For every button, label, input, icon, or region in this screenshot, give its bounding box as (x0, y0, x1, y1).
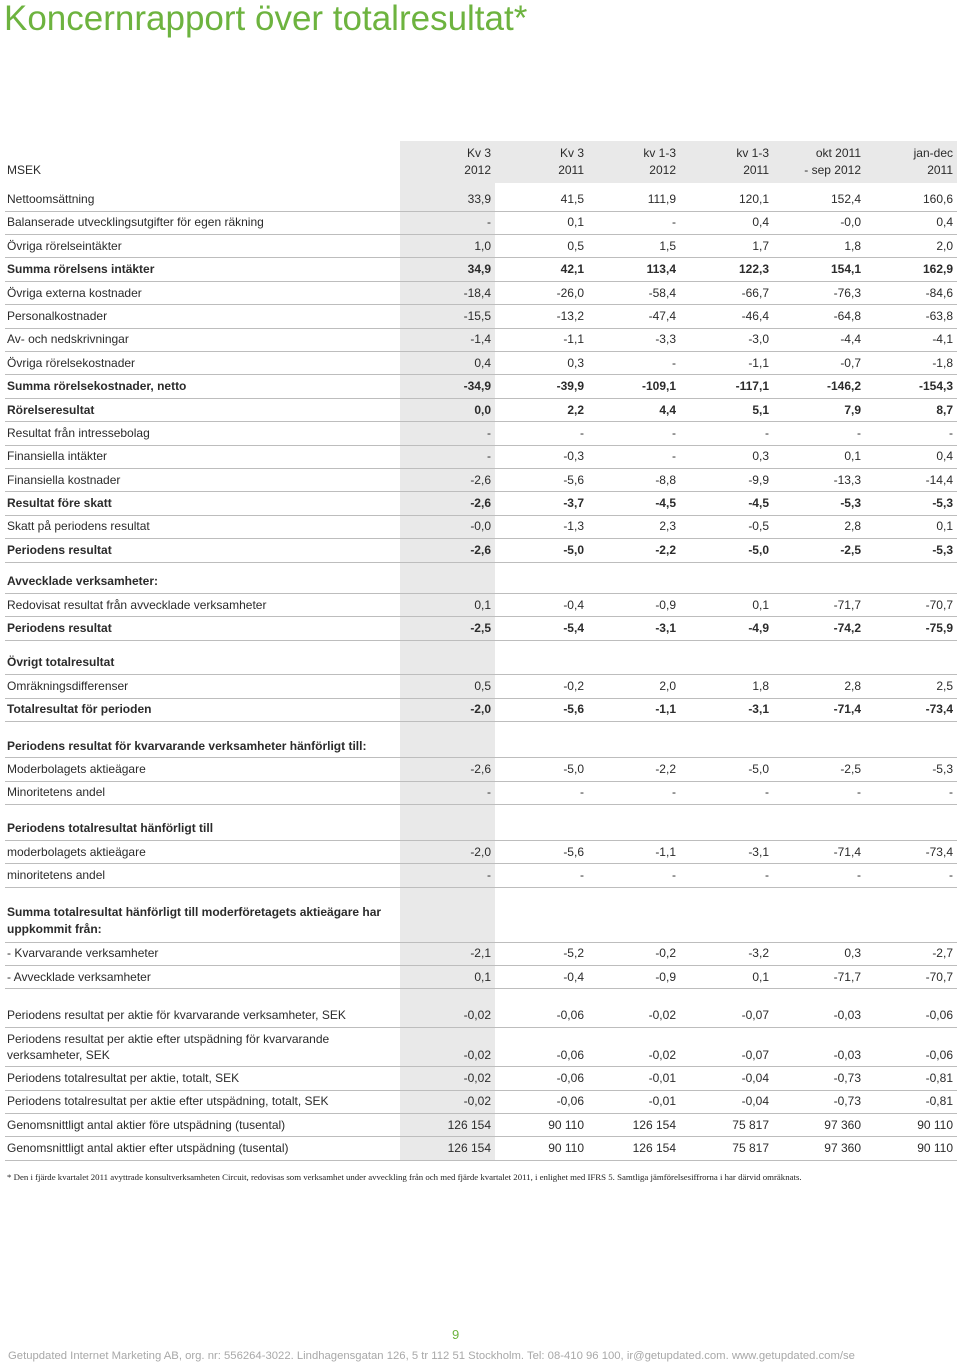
column-header-line: 2011 (927, 163, 953, 177)
row-value: - (580, 425, 584, 440)
row-value: 33,9 (467, 191, 491, 206)
row-value: 1,5 (659, 238, 676, 253)
row-value: - (949, 868, 953, 883)
section-heading-row (5, 818, 957, 841)
row-value: -8,8 (655, 472, 676, 487)
row-value: 0,1 (936, 519, 953, 534)
row-value: -2,6 (470, 496, 491, 511)
row-value: -5,3 (840, 496, 861, 511)
row-value: -0,9 (655, 597, 676, 612)
row-label: Resultat före skatt (7, 496, 112, 511)
row-value: 0,3 (567, 355, 584, 370)
income-statement-table (5, 141, 957, 1161)
row-value: -146,2 (826, 379, 861, 394)
row-value: 0,1 (474, 597, 491, 612)
row-value: - (487, 785, 491, 800)
row-value: 1,8 (752, 678, 769, 693)
page-title: Koncernrapport över totalresultat* (4, 0, 528, 38)
row-value: 75 817 (732, 1117, 769, 1132)
row-value: - (672, 215, 676, 230)
table-header-row (5, 141, 957, 188)
table-row (5, 446, 957, 469)
row-value: - (580, 785, 584, 800)
row-value: -0,73 (833, 1094, 861, 1109)
row-label: Av- och nedskrivningar (7, 332, 129, 347)
row-value: -3,2 (748, 946, 769, 961)
column-header (588, 141, 680, 183)
row-value: -66,7 (741, 285, 769, 300)
row-value: - (765, 868, 769, 883)
row-label: Periodens resultat per aktie för kvarvarande verksamheter, SEK (7, 1008, 346, 1022)
row-value: -4,5 (655, 496, 676, 511)
row-label: Övriga rörelseintäkter (7, 238, 122, 253)
row-value: - (672, 868, 676, 883)
row-value: 8,7 (936, 402, 953, 417)
row-value: -64,8 (833, 308, 861, 323)
row-value: 122,3 (738, 262, 769, 277)
row-value: 2,5 (936, 678, 953, 693)
row-value: 0,3 (752, 449, 769, 464)
column-header (400, 141, 495, 183)
table-row (5, 758, 957, 781)
row-label: Summa rörelsekostnader, netto (7, 379, 187, 394)
row-value: 2,0 (936, 238, 953, 253)
row-label: Övriga rörelsekostnader (7, 355, 136, 370)
row-label: Övriga externa kostnader (7, 285, 142, 300)
row-value: -71,4 (833, 844, 861, 859)
row-label: Rörelseresultat (7, 402, 95, 417)
row-value: - (949, 425, 953, 440)
row-value: 0,1 (752, 597, 769, 612)
table-row (5, 469, 957, 492)
table-row (5, 1091, 957, 1114)
row-value: 1,0 (474, 238, 491, 253)
row-value: 0,0 (474, 402, 491, 417)
row-value: -0,01 (648, 1070, 676, 1085)
table-row (5, 258, 957, 281)
row-value: -3,1 (655, 621, 676, 636)
row-label: Periodens resultat (7, 542, 112, 557)
row-value: 0,4 (936, 215, 953, 230)
row-value: 126 154 (447, 1117, 491, 1132)
table-row (5, 966, 957, 989)
row-label: moderbolagets aktieägare (7, 844, 146, 859)
row-label: Periodens resultat per aktie efter utspädning för kvarvarande verksamheter, SEK (7, 1031, 330, 1062)
row-value: 7,9 (844, 402, 861, 417)
row-value: -39,9 (556, 379, 584, 394)
row-value: -1,8 (932, 355, 953, 370)
row-value: 126 154 (632, 1141, 676, 1156)
table-row (5, 841, 957, 864)
row-value: -0,06 (925, 1008, 953, 1022)
row-label: Resultat från intressebolag (7, 425, 150, 440)
row-value: -0,2 (655, 946, 676, 961)
row-value: 41,5 (560, 191, 584, 206)
column-header-line: Kv 3 (559, 146, 584, 160)
table-row (5, 399, 957, 422)
row-value: -73,4 (925, 702, 953, 717)
section-heading-row (5, 900, 957, 943)
row-value: -5,0 (563, 761, 584, 776)
row-label: - Avvecklade verksamheter (7, 969, 151, 984)
unit-label (5, 141, 400, 183)
section-heading-row (5, 571, 957, 594)
row-value: -0,01 (648, 1094, 676, 1109)
column-header-line: okt 2011 (815, 146, 861, 160)
column-header-line: 2011 (558, 163, 584, 177)
row-value: -2,7 (932, 946, 953, 961)
table-row (5, 212, 957, 235)
row-value: -0,03 (833, 1047, 861, 1062)
section-heading-row (5, 652, 957, 675)
row-value: -1,1 (655, 844, 676, 859)
row-value: - (672, 785, 676, 800)
row-value: -0,0 (840, 215, 861, 230)
row-value: 1,8 (844, 238, 861, 253)
row-value: -3,0 (748, 332, 769, 347)
row-value: -0,06 (556, 1094, 584, 1109)
row-value: -0,02 (463, 1047, 491, 1062)
row-value: -1,1 (563, 332, 584, 347)
row-value: -2,5 (470, 621, 491, 636)
row-value: -1,3 (563, 519, 584, 534)
row-value: -9,9 (748, 472, 769, 487)
row-value: -0,02 (463, 1094, 491, 1109)
unit-label-text: MSEK (7, 163, 42, 177)
column-header (680, 141, 773, 183)
row-value: -3,3 (655, 332, 676, 347)
row-label: Genomsnittligt antal aktier efter utspädning (tusental) (7, 1141, 289, 1156)
row-label: Omräkningsdifferenser (7, 678, 129, 693)
row-label: Moderbolagets aktieägare (7, 761, 146, 776)
row-value: 0,1 (474, 969, 491, 984)
row-value: -2,5 (840, 761, 861, 776)
table-body (5, 188, 957, 1161)
table-row (5, 492, 957, 515)
row-value: - (857, 785, 861, 800)
row-value: 0,4 (752, 215, 769, 230)
column-header (495, 141, 588, 183)
row-value: -0,81 (925, 1070, 953, 1085)
row-value: -0,07 (741, 1008, 769, 1022)
row-value: 90 110 (548, 1141, 584, 1156)
section-heading-label: Avvecklade verksamheter: (7, 574, 158, 589)
column-header-line: kv 1-3 (736, 146, 769, 160)
row-value: 97 360 (824, 1117, 861, 1132)
row-value: -75,9 (925, 621, 953, 636)
section-heading-label: Periodens totalresultat hänförligt till (7, 821, 214, 836)
row-value: 162,9 (922, 262, 953, 277)
column-header-line: 2012 (464, 163, 491, 177)
row-value: - (487, 215, 491, 230)
table-row (5, 699, 957, 722)
row-value: -4,9 (748, 621, 769, 636)
table-row (5, 188, 957, 211)
row-value: -154,3 (918, 379, 953, 394)
row-value: - (672, 449, 676, 464)
row-value: - (765, 785, 769, 800)
table-row (5, 422, 957, 445)
row-value: -2,6 (470, 472, 491, 487)
column-header (865, 141, 957, 183)
row-value: -2,2 (655, 542, 676, 557)
page-number: 9 (452, 1327, 460, 1342)
row-value: -117,1 (735, 379, 769, 394)
row-label: Periodens totalresultat per aktie, totalt, SEK (7, 1070, 240, 1085)
row-value: -0,4 (563, 597, 584, 612)
table-row (5, 539, 957, 562)
row-value: - (857, 868, 861, 883)
row-label: Nettoomsättning (7, 191, 95, 206)
row-label: - Kvarvarande verksamheter (7, 946, 159, 961)
row-value: 2,8 (844, 519, 861, 534)
table-row (5, 1004, 957, 1027)
column-header-line: - sep 2012 (804, 163, 861, 177)
row-value: 113,4 (646, 262, 676, 277)
row-value: -0,73 (833, 1070, 861, 1085)
row-value: - (765, 425, 769, 440)
row-value: -0,2 (563, 678, 584, 693)
row-value: 5,1 (752, 402, 769, 417)
table-row (5, 329, 957, 352)
row-value: -5,3 (932, 761, 953, 776)
row-value: -3,7 (563, 496, 584, 511)
row-value: -0,04 (741, 1070, 769, 1085)
row-label: Finansiella kostnader (7, 472, 121, 487)
row-value: -2,2 (655, 761, 676, 776)
row-value: 126 154 (447, 1141, 491, 1156)
row-value: -34,9 (463, 379, 491, 394)
row-value: -13,2 (556, 308, 584, 323)
row-value: - (487, 868, 491, 883)
row-value: -15,5 (463, 308, 491, 323)
table-row (5, 594, 957, 617)
row-value: -2,0 (470, 702, 491, 717)
row-value: -71,7 (833, 969, 861, 984)
row-value: 0,4 (936, 449, 953, 464)
row-label: Totalresultat för perioden (7, 702, 152, 717)
row-value: -73,4 (925, 844, 953, 859)
row-value: -5,6 (563, 844, 584, 859)
row-value: -0,06 (925, 1047, 953, 1062)
row-label: Redovisat resultat från avvecklade verksamheter (7, 597, 267, 612)
row-value: -5,6 (563, 702, 584, 717)
row-value: - (949, 785, 953, 800)
row-value: 75 817 (732, 1141, 769, 1156)
table-row (5, 352, 957, 375)
table-row (5, 516, 957, 539)
row-value: -0,06 (556, 1070, 584, 1085)
row-value: 34,9 (467, 262, 491, 277)
row-value: -3,1 (748, 844, 769, 859)
row-value: -0,02 (648, 1008, 676, 1022)
row-value: 2,2 (567, 402, 584, 417)
row-value: - (487, 449, 491, 464)
row-value: -2,6 (470, 542, 491, 557)
row-value: -74,2 (833, 621, 861, 636)
section-heading-label: Övrigt totalresultat (7, 655, 115, 670)
footnote: * Den i fjärde kvartalet 2011 avyttrade konsultverksamheten Circuit, redovisas som verksamhet under avveckling från och med fjärde kvartalet 2011, i enlighet med IFRS 5. Samtliga jämförelsesiffrorna i har därvid omräknats. (7, 1172, 802, 1182)
row-value: -70,7 (925, 969, 953, 984)
column-header-line: kv 1-3 (643, 146, 676, 160)
row-label: Skatt på periodens resultat (7, 519, 150, 534)
row-value: 0,4 (474, 355, 491, 370)
row-value: -3,1 (748, 702, 769, 717)
row-value: -84,6 (925, 285, 953, 300)
row-value: -0,9 (655, 969, 676, 984)
row-value: -0,02 (463, 1008, 491, 1022)
row-value: -13,3 (833, 472, 861, 487)
row-value: -70,7 (925, 597, 953, 612)
row-value: -71,7 (833, 597, 861, 612)
row-value: -1,4 (470, 332, 491, 347)
section-heading-label: Summa totalresultat hänförligt till moderföretagets aktieägare har uppkommit från: (7, 904, 382, 936)
row-value: 0,1 (752, 969, 769, 984)
row-value: - (580, 868, 584, 883)
row-value: -0,04 (741, 1094, 769, 1109)
row-value: -5,6 (563, 472, 584, 487)
row-value: 2,0 (659, 678, 676, 693)
row-value: 0,1 (844, 449, 861, 464)
row-value: 4,4 (659, 402, 676, 417)
row-value: -0,02 (648, 1047, 676, 1062)
row-value: -2,1 (470, 946, 491, 961)
table-row (5, 305, 957, 328)
row-value: -76,3 (833, 285, 861, 300)
table-row (5, 782, 957, 805)
row-value: -5,4 (563, 621, 584, 636)
row-value: -5,0 (748, 542, 769, 557)
row-label: Periodens resultat (7, 621, 112, 636)
row-label: Finansiella intäkter (7, 449, 108, 464)
row-label: Balanserade utvecklingsutgifter för egen räkning (7, 215, 264, 230)
row-value: -1,1 (748, 355, 769, 370)
row-label: Genomsnittligt antal aktier före utspädning (tusental) (7, 1117, 286, 1132)
row-value: 0,5 (567, 238, 584, 253)
row-value: -1,1 (655, 702, 676, 717)
row-value: -5,0 (748, 761, 769, 776)
row-value: -0,7 (840, 355, 861, 370)
row-value: -46,4 (741, 308, 769, 323)
table-row (5, 617, 957, 640)
row-value: -71,4 (833, 702, 861, 717)
row-value: -0,06 (556, 1047, 584, 1062)
row-value: - (672, 425, 676, 440)
row-value: 2,8 (844, 678, 861, 693)
row-value: 42,1 (560, 262, 584, 277)
column-header (773, 141, 865, 183)
column-header-line: jan-dec (913, 146, 953, 160)
row-value: 160,6 (922, 191, 953, 206)
row-value: -26,0 (556, 285, 584, 300)
table-row (5, 864, 957, 887)
row-value: -58,4 (648, 285, 676, 300)
row-value: 154,1 (830, 262, 861, 277)
row-value: -4,1 (932, 332, 953, 347)
table-row (5, 1067, 957, 1090)
row-value: 2,3 (659, 519, 676, 534)
row-label: minoritetens andel (7, 868, 106, 883)
row-value: -0,81 (925, 1094, 953, 1109)
row-value: -2,0 (470, 844, 491, 859)
row-value: -4,5 (748, 496, 769, 511)
row-value: -5,3 (932, 496, 953, 511)
table-row (5, 943, 957, 966)
row-value: -0,0 (470, 519, 491, 534)
row-value: -0,06 (556, 1008, 584, 1022)
table-row (5, 675, 957, 698)
row-value: -0,4 (563, 969, 584, 984)
row-label: Minoritetens andel (7, 785, 106, 800)
row-value: -5,0 (563, 542, 584, 557)
row-value: - (857, 425, 861, 440)
row-value: 0,3 (844, 946, 861, 961)
table-row (5, 1137, 957, 1160)
row-label: Personalkostnader (7, 308, 108, 323)
column-header-line: 2012 (649, 163, 676, 177)
table-row (5, 1028, 957, 1068)
row-value: - (672, 355, 676, 370)
row-value: 1,7 (752, 238, 769, 253)
row-value: -5,3 (932, 542, 953, 557)
page-footer: Getupdated Internet Marketing AB, org. nr: 556264-3022. Lindhagensgatan 126, 5 tr 112 51 Stockholm. Tel: 08-410 96 100, ir@getupdated.com. www.getupdated.com/se (8, 1350, 855, 1362)
row-value: -4,4 (840, 332, 861, 347)
section-heading-label: Periodens resultat för kvarvarande verksamheter hänförligt till: (7, 738, 367, 753)
row-value: -5,2 (563, 946, 584, 961)
row-label: Periodens totalresultat per aktie efter utspädning, totalt, SEK (7, 1094, 329, 1109)
row-value: -63,8 (925, 308, 953, 323)
row-value: -2,6 (470, 761, 491, 776)
row-value: 0,1 (567, 215, 584, 230)
table-row (5, 375, 957, 398)
row-value: 0,5 (474, 678, 491, 693)
table-row (5, 235, 957, 258)
row-value: -0,5 (748, 519, 769, 534)
table-row (5, 282, 957, 305)
row-value: -0,03 (833, 1008, 861, 1022)
row-value: -109,1 (641, 379, 676, 394)
column-header-line: 2011 (743, 163, 769, 177)
row-value: - (487, 425, 491, 440)
row-value: -18,4 (463, 285, 491, 300)
section-heading-row (5, 735, 957, 758)
column-header-line: Kv 3 (466, 146, 491, 160)
row-value: -0,02 (463, 1070, 491, 1085)
row-value: -2,5 (840, 542, 861, 557)
row-value: -47,4 (648, 308, 676, 323)
row-value: 126 154 (632, 1117, 676, 1132)
row-label: Summa rörelsens intäkter (7, 262, 155, 277)
row-value: -14,4 (925, 472, 953, 487)
table-row (5, 1114, 957, 1137)
row-value: 120,1 (738, 191, 769, 206)
row-value: 90 110 (548, 1117, 584, 1132)
row-value: 152,4 (830, 191, 861, 206)
row-value: -0,07 (741, 1047, 769, 1062)
row-value: 90 110 (917, 1117, 953, 1132)
row-value: 90 110 (917, 1141, 953, 1156)
row-value: -0,3 (563, 449, 584, 464)
row-value: 97 360 (824, 1141, 861, 1156)
row-value: 111,9 (647, 191, 676, 206)
